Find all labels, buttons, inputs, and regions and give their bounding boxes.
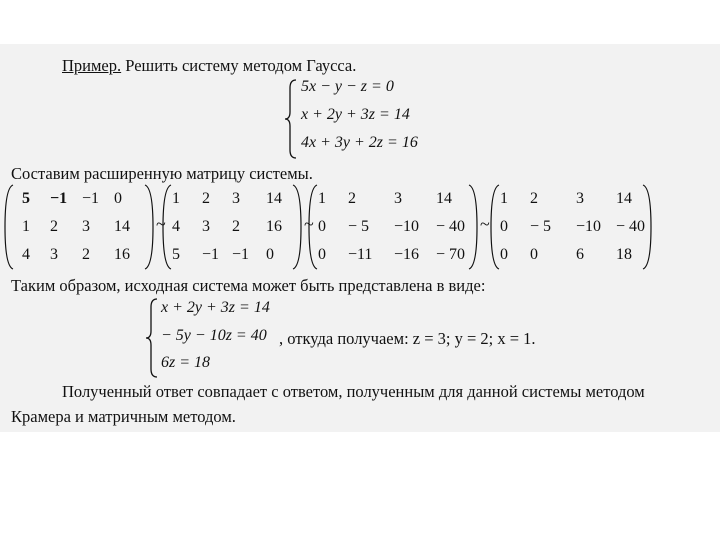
equivalence-sign: ~ [304,214,314,234]
matrix-1-cell: 4 [22,246,30,263]
example-heading [62,56,356,76]
system-eq-1: 5x − y − z = 0 [301,78,394,95]
reduced-eq-3: 6z = 18 [161,354,211,371]
matrix-4-cell: −10 [576,218,602,235]
equivalence-sign: ~ [480,214,490,234]
matrix-3-cell: 1 [318,190,326,207]
matrix-1-cell: 2 [82,246,90,263]
matrix-4-cell: 2 [530,190,538,207]
matrix-2-cell: 0 [266,246,274,263]
matrix-2-cell: 2 [232,218,240,235]
reduced-eq-1: x + 2y + 3z = 14 [161,299,270,316]
system-eq-2: x + 2y + 3z = 14 [301,106,410,123]
example-text: Решить систему методом Гаусса. [121,56,357,75]
document-page [0,44,720,432]
matrix-1-cell: −1 [50,190,68,207]
matrix-1-cell: 1 [22,218,30,235]
matrix-1-right-paren [144,184,154,270]
matrix-2-left-paren [162,184,172,270]
conclusion-line-1: Полученный ответ совпадает с ответом, полученным для данной системы методом [62,382,645,401]
matrix-1-cell: 14 [114,218,130,235]
result-text: , откуда получаем: z = 3; y = 2; x = 1. [279,329,536,348]
matrix-3-cell: −11 [348,246,373,263]
matrix-3-cell: 0 [318,246,326,263]
matrix-4-cell: 0 [500,246,508,263]
matrix-2-cell: 5 [172,246,180,263]
matrix-4-cell: 0 [530,246,538,263]
matrix-2-cell: 3 [202,218,210,235]
matrix-4-cell: 1 [500,190,508,207]
matrix-1-cell: 3 [82,218,90,235]
matrix-3-cell: − 40 [436,218,466,235]
matrix-2-cell: −1 [232,246,250,263]
system-eq-3: 4x + 3y + 2z = 16 [301,134,418,151]
matrix-2-right-paren [292,184,302,270]
matrix-2-cell: 14 [266,190,282,207]
matrix-2-cell: 3 [232,190,240,207]
matrix-4-left-paren [490,184,500,270]
matrix-2-cell: 4 [172,218,180,235]
matrix-3-cell: −10 [394,218,420,235]
matrix-3-cell: − 70 [436,246,466,263]
matrix-3-right-paren [468,184,478,270]
matrix-4-cell: 6 [576,246,584,263]
matrix-3-left-paren [308,184,318,270]
matrix-3-cell: 0 [318,218,326,235]
matrix-3-cell: −16 [394,246,420,263]
matrix-2-cell: 2 [202,190,210,207]
matrix-1-cell: 0 [114,190,122,207]
matrix-4-cell: 0 [500,218,508,235]
matrix-2-cell: 16 [266,218,282,235]
reduced-system-brace [145,297,159,379]
example-label: Пример. [62,56,122,75]
matrix-3-cell: 14 [436,190,452,207]
matrix-4-cell: 3 [576,190,584,207]
matrix-4-cell: 18 [616,246,632,263]
matrix-3-cell: − 5 [348,218,370,235]
matrix-2-cell: 1 [172,190,180,207]
system-brace [284,78,298,160]
system-intro: Таким образом, исходная система может быть представлена в виде: [11,276,486,295]
matrix-4-cell: 14 [616,190,632,207]
matrix-1-cell: 2 [50,218,58,235]
matrix-3-cell: 3 [394,190,402,207]
matrix-1-left-paren [4,184,14,270]
matrix-2-cell: −1 [202,246,220,263]
matrix-1-cell: −1 [82,190,100,207]
conclusion-line-2: Крамера и матричным методом. [11,407,236,426]
equivalence-sign: ~ [156,214,166,234]
matrix-intro: Составим расширенную матрицу системы. [11,164,313,183]
reduced-eq-2: − 5y − 10z = 40 [161,327,267,344]
matrix-1-cell: 16 [114,246,130,263]
matrix-1-cell: 5 [22,190,30,207]
matrix-3-cell: 2 [348,190,356,207]
matrix-4-cell: − 40 [616,218,646,235]
matrix-4-cell: − 5 [530,218,552,235]
matrix-1-cell: 3 [50,246,58,263]
